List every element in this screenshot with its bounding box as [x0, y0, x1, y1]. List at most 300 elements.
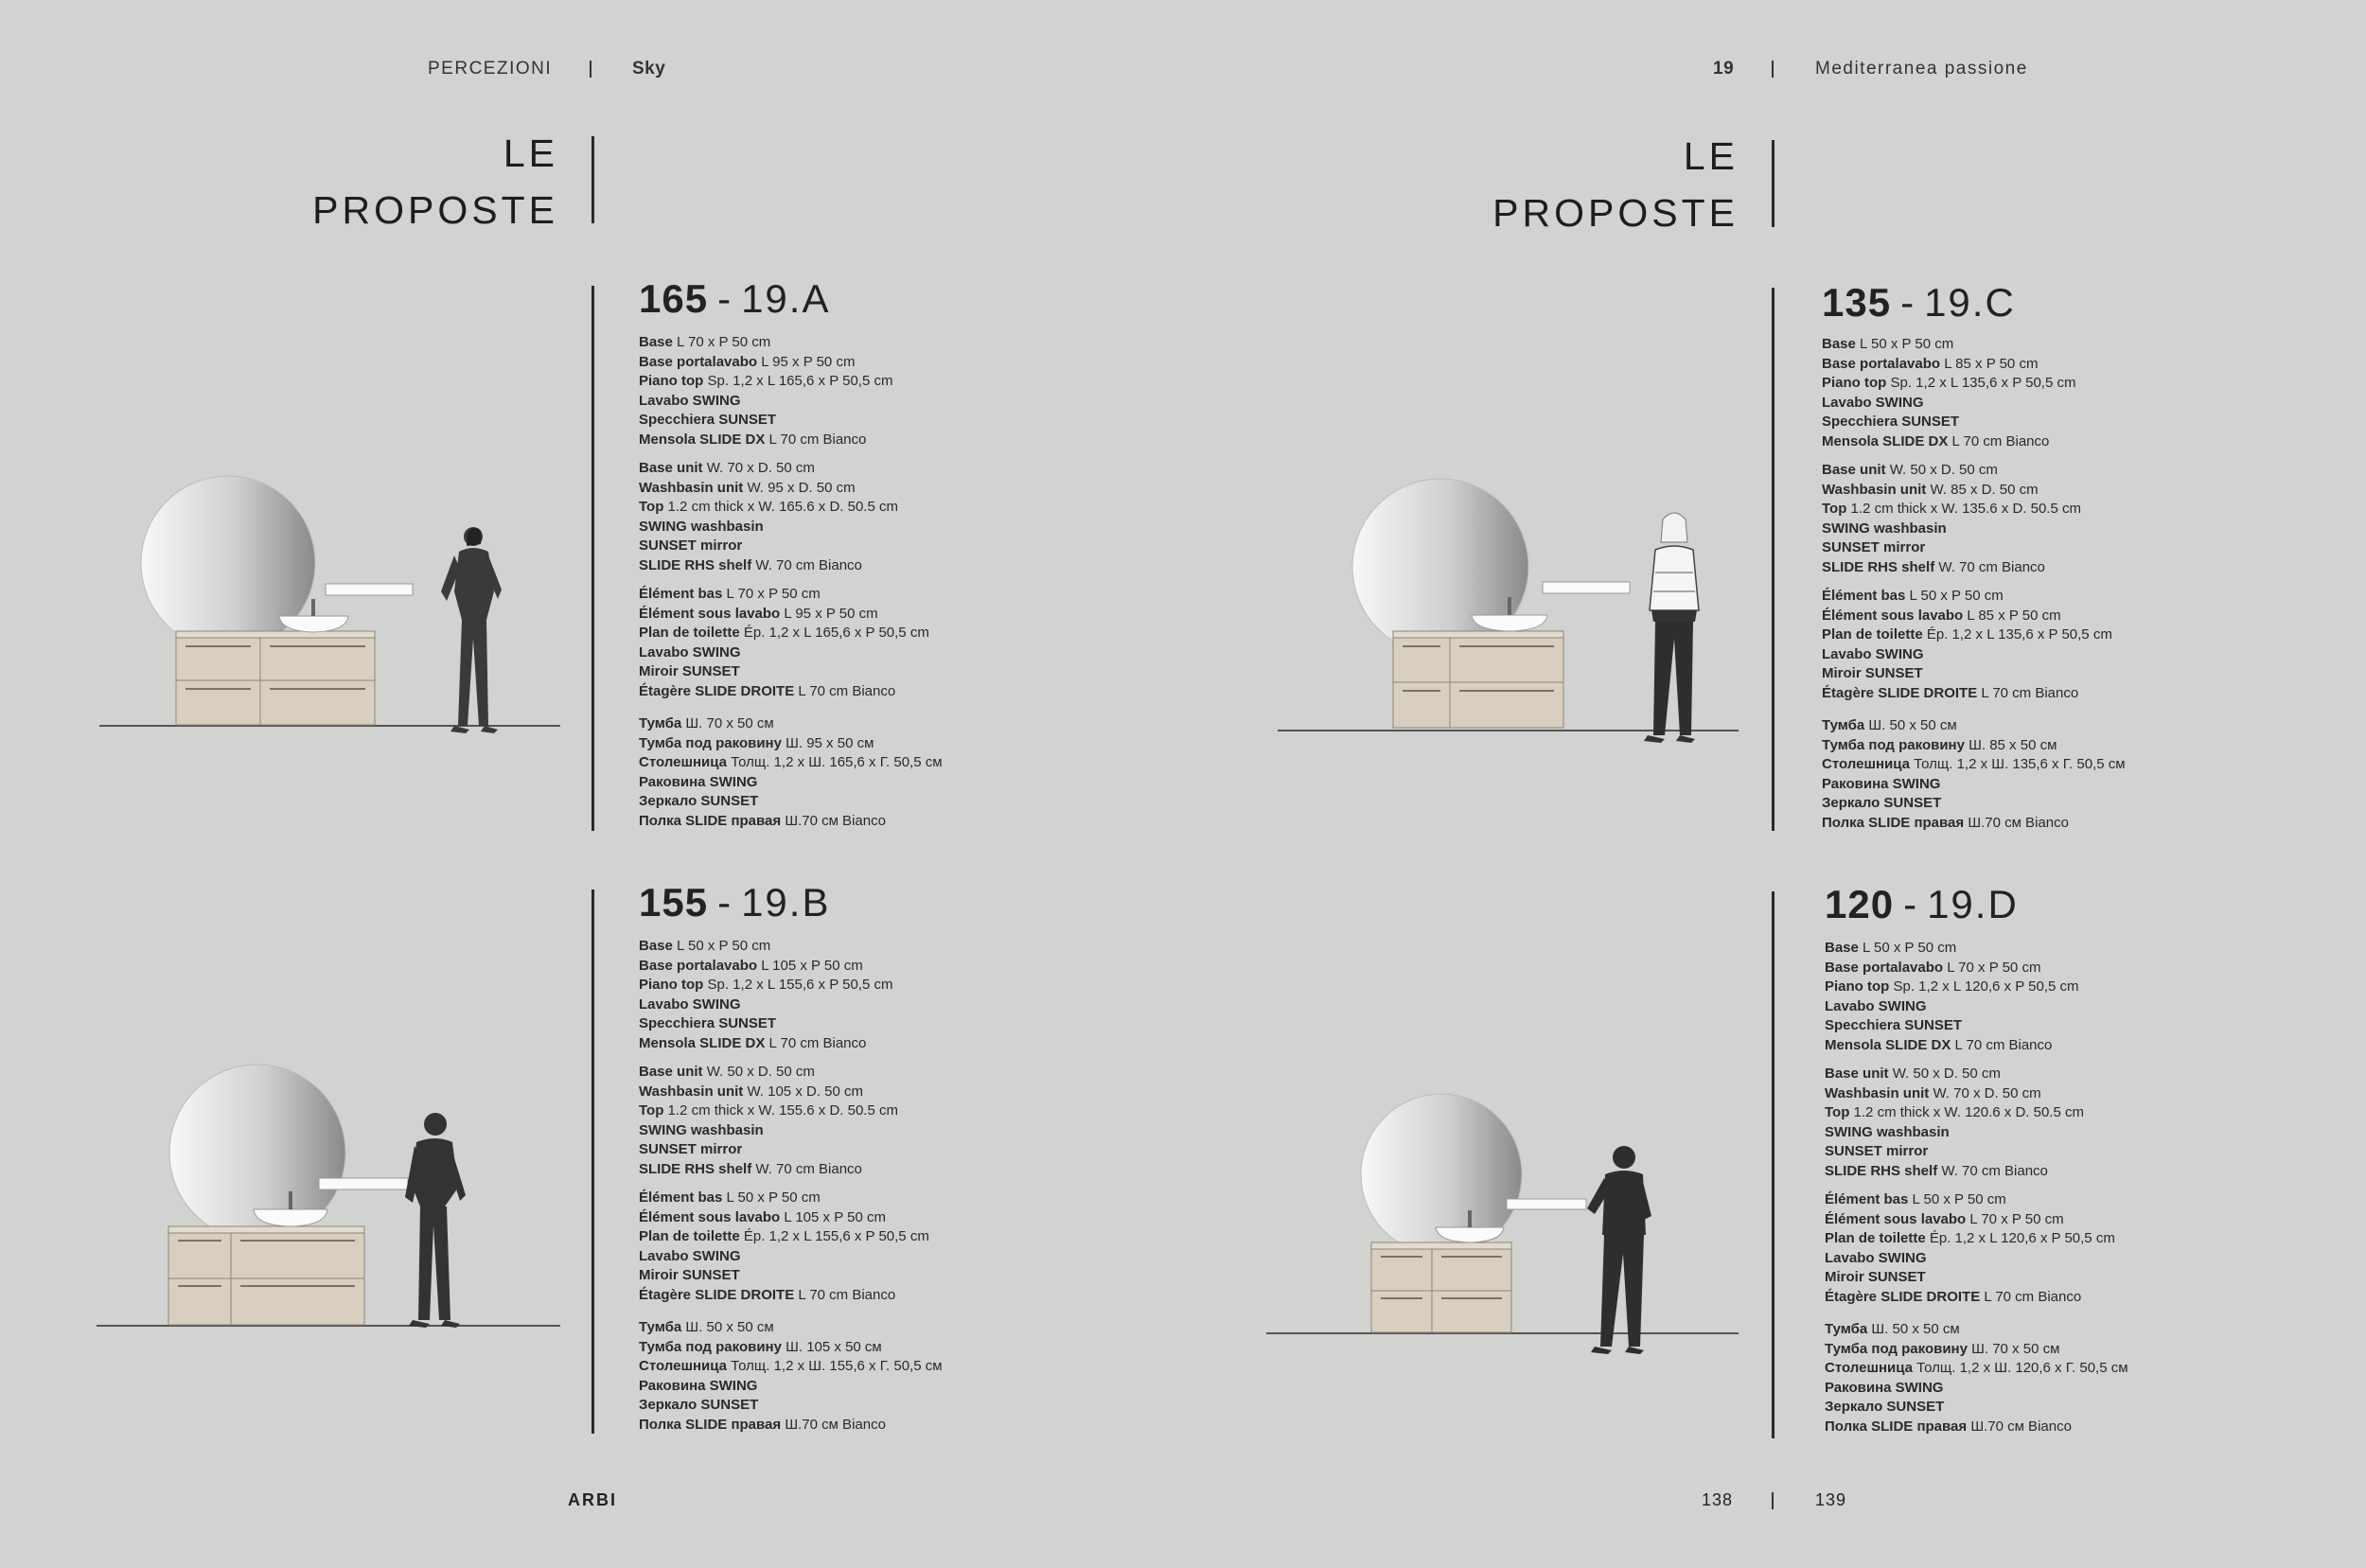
vanity-top	[1393, 631, 1563, 638]
title-line-1: LE	[1683, 134, 1739, 178]
footer-brand: ARBI	[568, 1490, 617, 1509]
spec-label: Base unit	[1825, 1066, 1889, 1082]
spec-group	[639, 1063, 943, 1179]
spec-label: Miroir SUNSET	[639, 1267, 740, 1283]
spec-label: Столешница	[639, 754, 727, 770]
spec-value: L 70 cm Bianco	[1981, 684, 2079, 701]
title-line-2: PROPOSTE	[1492, 191, 1739, 235]
spec-line	[639, 1318, 943, 1338]
spec-group	[639, 714, 943, 831]
spec-line	[639, 682, 943, 702]
spec-value: L 70 cm Bianco	[1954, 1036, 2053, 1053]
page-number-top: 19	[1713, 59, 1735, 79]
spec-label: Miroir SUNSET	[1822, 665, 1923, 681]
spec-line	[639, 957, 943, 977]
proposal-size: 135	[1822, 280, 1892, 325]
spec-list	[1825, 939, 2128, 1436]
vanity-illustration-d	[1263, 1093, 1756, 1377]
spec-line	[1825, 939, 2128, 959]
spec-label: Столешница	[1822, 756, 1910, 772]
spec-label: Étagère SLIDE DROITE	[1822, 684, 1978, 701]
proposal-ref: 19.D	[1927, 882, 2019, 926]
spec-line	[639, 1208, 943, 1228]
spec-group	[1825, 939, 2128, 1055]
proposal-size: 155	[639, 880, 709, 925]
spec-value: W. 70 cm Bianco	[1938, 558, 2045, 575]
spec-line	[1822, 394, 2126, 414]
spec-label: Раковина SWING	[639, 773, 758, 790]
spec-group	[639, 459, 943, 575]
spec-label: Base	[639, 334, 673, 350]
proposal-19d	[1825, 882, 2128, 1446]
spec-value: L 50 x P 50 cm	[1860, 336, 1954, 352]
spec-line	[639, 1357, 943, 1377]
title-line-2: PROPOSTE	[312, 188, 558, 232]
spec-line	[1825, 1379, 2128, 1399]
spec-line	[1825, 1190, 2128, 1210]
header-left	[428, 59, 552, 79]
title-bar-right	[1772, 140, 1774, 227]
spec-label: Washbasin unit	[639, 479, 744, 496]
proposal-bar-b	[592, 890, 594, 1434]
header-separator	[590, 61, 592, 78]
footer-page-right: 139	[1815, 1490, 1847, 1509]
spec-line	[639, 734, 943, 754]
spec-value: L 70 cm Bianco	[1951, 432, 2050, 449]
spec-line	[1825, 978, 2128, 997]
spec-group	[639, 937, 943, 1053]
spec-value: L 50 x P 50 cm	[1912, 1191, 2006, 1207]
spec-label: Specchiera SUNSET	[639, 1015, 777, 1031]
spec-label: SUNSET mirror	[639, 537, 743, 554]
spec-value: L 50 x P 50 cm	[1909, 588, 2004, 604]
page-title-left	[237, 125, 558, 238]
spec-label: Полка SLIDE правая	[639, 1416, 782, 1433]
spec-value: Ép. 1,2 x L 120,6 x P 50,5 cm	[1929, 1230, 2115, 1246]
spec-label: Élément bas	[1822, 588, 1906, 604]
proposal-code: 120 - 19.D	[1825, 882, 2019, 926]
spec-line	[1825, 997, 2128, 1017]
spec-value: W. 50 x D. 50 cm	[1889, 462, 1998, 478]
spec-value: Толщ. 1,2 x Ш. 135,6 x Г. 50,5 см	[1914, 756, 2126, 772]
spec-value: Ш.70 см Bianco	[785, 1416, 886, 1433]
spec-group	[1822, 716, 2126, 833]
spec-line	[1825, 1084, 2128, 1104]
spec-line	[1822, 587, 2126, 607]
spec-value: L 95 x P 50 cm	[784, 605, 878, 622]
spec-label: Miroir SUNSET	[1825, 1269, 1926, 1285]
spec-line	[639, 411, 943, 431]
title-bar-left	[592, 136, 594, 223]
spec-line	[639, 1416, 943, 1436]
spec-label: SLIDE RHS shelf	[639, 556, 752, 573]
spec-label: Base portalavabo	[639, 957, 758, 974]
page-title-right	[1417, 128, 1739, 241]
spec-value: 1.2 cm thick x W. 120.6 x D. 50.5 cm	[1853, 1104, 2084, 1120]
header-separator-right	[1772, 61, 1774, 78]
spec-label: Столешница	[1825, 1360, 1913, 1376]
spec-line	[639, 431, 943, 450]
spec-line	[1822, 558, 2126, 578]
spec-value: W. 95 x D. 50 cm	[747, 479, 856, 496]
spec-label: Base	[1825, 940, 1859, 956]
spec-label: Top	[639, 1102, 664, 1119]
spec-label: Тумба под раковину	[639, 1338, 782, 1355]
spec-group	[639, 333, 943, 449]
spec-label: Тумба	[1825, 1321, 1868, 1337]
spec-group	[639, 585, 943, 701]
spec-value: L 70 x P 50 cm	[677, 334, 771, 350]
spec-line	[1822, 520, 2126, 539]
spec-line	[639, 498, 943, 518]
spec-label: Élément bas	[639, 1189, 723, 1206]
spec-label: Élément sous lavabo	[1822, 607, 1964, 624]
spec-line	[639, 714, 943, 734]
vanity-top	[1371, 1242, 1511, 1249]
spec-line	[1825, 1340, 2128, 1360]
spec-line	[639, 1014, 943, 1034]
spec-line	[639, 1338, 943, 1358]
spec-label: Base portalavabo	[639, 353, 758, 370]
spec-line	[1822, 432, 2126, 452]
spec-line	[1822, 716, 2126, 736]
spec-label: SWING washbasin	[1825, 1123, 1950, 1140]
title-line-1: LE	[503, 132, 558, 175]
spec-line	[1822, 413, 2126, 432]
collection-name-wrap	[632, 59, 665, 79]
spec-value: L 70 cm Bianco	[798, 682, 896, 699]
vanity-top	[176, 631, 375, 638]
spec-label: Полка SLIDE правая	[1822, 814, 1965, 831]
spec-line	[639, 937, 943, 957]
spec-value: Ш. 50 x 50 см	[1871, 1321, 1960, 1337]
washbasin-illustration	[279, 616, 348, 632]
spec-value: L 85 x P 50 cm	[1967, 607, 2061, 624]
spec-group	[639, 1189, 943, 1305]
spec-value: Ш. 70 x 50 см	[1971, 1340, 2060, 1357]
proposal-ref: 19.C	[1924, 280, 2016, 325]
spec-value: Ш. 50 x 50 см	[685, 1319, 774, 1335]
spec-line	[1822, 481, 2126, 501]
spec-line	[639, 1377, 943, 1397]
spec-line	[639, 995, 943, 1015]
spec-value: Ш. 85 x 50 см	[1969, 736, 2057, 753]
footer-page-left: 138	[1702, 1490, 1734, 1509]
spec-label: Столешница	[639, 1358, 727, 1374]
spec-label: Зеркало SUNSET	[639, 793, 759, 809]
spec-value: Ш.70 см Bianco	[785, 812, 886, 829]
collection-name: Sky	[632, 59, 666, 79]
spec-label: Washbasin unit	[1825, 1084, 1930, 1101]
spec-label: Élément bas	[1825, 1191, 1909, 1207]
spec-label: Plan de toilette	[1825, 1230, 1926, 1246]
spec-label: Mensola SLIDE DX	[639, 1034, 766, 1051]
spec-value: L 70 x P 50 cm	[1947, 959, 2041, 976]
spec-line	[1822, 335, 2126, 355]
spec-line	[1822, 374, 2126, 394]
spec-value: L 85 x P 50 cm	[1944, 355, 2039, 372]
proposal-19c	[1822, 280, 2126, 842]
spec-label: Lavabo SWING	[639, 1247, 741, 1264]
spec-label: Plan de toilette	[639, 1228, 740, 1244]
spec-label: Étagère SLIDE DROITE	[1825, 1288, 1981, 1305]
spec-label: Élément sous lavabo	[1825, 1210, 1967, 1227]
spec-value: Ш. 105 x 50 см	[786, 1338, 882, 1355]
section-name: PERCEZIONI	[428, 59, 553, 79]
vanity-cabinet-illustration	[176, 638, 375, 725]
spec-value: Ép. 1,2 x L 135,6 x P 50,5 cm	[1926, 626, 2112, 643]
spec-line	[1825, 1142, 2128, 1162]
spec-list	[639, 937, 943, 1435]
spec-line	[1822, 814, 2126, 834]
spec-label: Élément sous lavabo	[639, 605, 781, 622]
spec-line	[1825, 1016, 2128, 1036]
spec-label: Washbasin unit	[639, 1083, 744, 1100]
spec-group	[1822, 335, 2126, 451]
spec-value: L 95 x P 50 cm	[761, 353, 856, 370]
spec-value: L 50 x P 50 cm	[1863, 940, 1957, 956]
spec-line	[1822, 755, 2126, 775]
spec-label: Полка SLIDE правая	[1825, 1418, 1968, 1435]
spec-label: SLIDE RHS shelf	[1822, 558, 1935, 575]
spec-line	[1825, 1210, 2128, 1230]
proposal-bar-c	[1772, 288, 1774, 831]
spec-value: W. 85 x D. 50 cm	[1930, 481, 2039, 498]
spec-value: L 70 cm Bianco	[768, 1034, 867, 1051]
spec-label: Тумба	[639, 715, 682, 731]
spec-label: Miroir SUNSET	[639, 663, 740, 679]
spec-line	[1825, 1123, 2128, 1143]
spec-value: L 105 x P 50 cm	[761, 957, 863, 974]
proposal-ref: 19.B	[741, 880, 831, 925]
spec-label: Top	[639, 499, 664, 515]
spec-line	[1822, 355, 2126, 375]
spec-line	[1825, 1268, 2128, 1288]
spec-label: Тумба	[1822, 717, 1865, 733]
spec-line	[1822, 500, 2126, 520]
spec-value: L 70 x P 50 cm	[726, 586, 821, 602]
spec-label: Base unit	[639, 460, 703, 476]
spec-value: Ш. 95 x 50 см	[786, 734, 874, 751]
spec-line	[1822, 607, 2126, 626]
spec-line	[1822, 645, 2126, 665]
spec-line	[639, 1160, 943, 1180]
spec-label: Lavabo SWING	[1822, 394, 1924, 411]
spec-line	[639, 1063, 943, 1083]
spec-line	[1825, 959, 2128, 978]
spec-label: Top	[1822, 501, 1847, 517]
spec-label: Lavabo SWING	[639, 392, 741, 409]
proposal-bar-d	[1772, 891, 1774, 1438]
spec-value: Толщ. 1,2 x Ш. 165,6 x Г. 50,5 см	[731, 754, 943, 770]
spec-label: Piano top	[1822, 375, 1887, 391]
spec-value: W. 70 cm Bianco	[1941, 1162, 2048, 1179]
spec-line	[639, 333, 943, 353]
spec-group	[1822, 461, 2126, 577]
vanity-illustration-b	[95, 1065, 568, 1348]
spec-label: Mensola SLIDE DX	[639, 431, 766, 448]
vanity-top	[168, 1226, 364, 1233]
spec-value: W. 70 cm Bianco	[755, 556, 862, 573]
spec-line	[1822, 736, 2126, 756]
spec-line	[639, 773, 943, 793]
vanity-illustration-a	[95, 478, 568, 762]
spec-label: Washbasin unit	[1822, 481, 1927, 498]
spec-line	[1822, 625, 2126, 645]
spec-line	[639, 585, 943, 605]
spec-label: Зеркало SUNSET	[639, 1397, 759, 1413]
spec-value: 1.2 cm thick x W. 165.6 x D. 50.5 cm	[667, 499, 898, 515]
spec-label: SWING washbasin	[639, 518, 764, 535]
spec-label: Раковина SWING	[639, 1377, 758, 1394]
person-figure-illustration	[1644, 513, 1699, 743]
footer-brand-wrap	[568, 1490, 617, 1510]
proposal-19b	[639, 880, 943, 1444]
spec-value: W. 70 cm Bianco	[755, 1160, 862, 1177]
spec-line	[639, 605, 943, 625]
spec-line	[1822, 684, 2126, 704]
spec-line	[639, 1140, 943, 1160]
spec-label: Plan de toilette	[639, 625, 740, 641]
footer-separator	[1772, 1492, 1774, 1509]
shelf-illustration	[1507, 1199, 1586, 1209]
spec-label: Étagère SLIDE DROITE	[639, 1286, 795, 1303]
spec-label: SLIDE RHS shelf	[639, 1160, 752, 1177]
vanity-illustration-c	[1273, 468, 1746, 762]
spec-value: L 50 x P 50 cm	[677, 938, 771, 954]
spec-value: 1.2 cm thick x W. 135.6 x D. 50.5 cm	[1850, 501, 2081, 517]
spec-line	[1825, 1398, 2128, 1418]
spec-value: Ép. 1,2 x L 165,6 x P 50,5 cm	[743, 625, 929, 641]
spec-value: Толщ. 1,2 x Ш. 155,6 x Г. 50,5 см	[731, 1358, 943, 1374]
spec-line	[639, 353, 943, 373]
spec-value: Sp. 1,2 x L 120,6 x P 50,5 cm	[1893, 978, 2079, 995]
spec-label: Base	[639, 938, 673, 954]
spec-value: Ш. 50 x 50 см	[1868, 717, 1957, 733]
spec-label: Lavabo SWING	[1825, 1249, 1927, 1266]
spec-line	[639, 537, 943, 556]
spec-line	[639, 459, 943, 479]
proposal-size: 165	[639, 276, 709, 321]
spec-label: Piano top	[639, 373, 704, 389]
spec-line	[1822, 664, 2126, 684]
spec-line	[639, 518, 943, 537]
spec-label: Élément bas	[639, 586, 723, 602]
spec-value: W. 105 x D. 50 cm	[747, 1083, 863, 1100]
person-figure-illustration	[441, 527, 502, 733]
spec-label: Plan de toilette	[1822, 626, 1923, 643]
header-right-section: Mediterranea passione	[1815, 59, 2028, 79]
spec-label: Тумба	[639, 1319, 682, 1335]
person-figure-illustration	[1587, 1146, 1651, 1354]
spec-group	[1825, 1320, 2128, 1436]
spec-label: Тумба под раковину	[1825, 1340, 1968, 1357]
spec-label: Piano top	[1825, 978, 1890, 995]
spec-value: W. 70 x D. 50 cm	[706, 460, 815, 476]
spec-line	[639, 1247, 943, 1267]
spec-line	[639, 643, 943, 663]
proposal-code: 135 - 19.C	[1822, 280, 2016, 325]
spec-label: Mensola SLIDE DX	[1822, 432, 1949, 449]
spec-label: Base portalavabo	[1825, 959, 1944, 976]
spec-label: SUNSET mirror	[639, 1141, 743, 1157]
spec-line	[1825, 1249, 2128, 1269]
spec-line	[639, 1227, 943, 1247]
spec-line	[1822, 538, 2126, 558]
spec-label: Piano top	[639, 977, 704, 993]
spec-line	[1825, 1359, 2128, 1379]
spec-value: Ш. 70 x 50 см	[685, 715, 774, 731]
spec-line	[639, 1121, 943, 1141]
spec-line	[639, 479, 943, 499]
proposal-code: 155 - 19.B	[639, 880, 831, 925]
spec-label: Specchiera SUNSET	[1822, 414, 1960, 430]
spec-value: W. 50 x D. 50 cm	[706, 1064, 815, 1080]
shelf-illustration	[319, 1178, 408, 1189]
spec-list	[639, 333, 943, 831]
proposal-size: 120	[1825, 882, 1895, 926]
spec-label: Lavabo SWING	[639, 995, 741, 1013]
spec-label: Élément sous lavabo	[639, 1208, 781, 1225]
spec-value: 1.2 cm thick x W. 155.6 x D. 50.5 cm	[667, 1102, 898, 1119]
spec-line	[1825, 1229, 2128, 1249]
spec-label: Lavabo SWING	[639, 643, 741, 661]
spec-value: L 70 cm Bianco	[1984, 1288, 2082, 1305]
spec-value: Sp. 1,2 x L 165,6 x P 50,5 cm	[707, 373, 893, 389]
spec-value: L 105 x P 50 cm	[784, 1208, 886, 1225]
spec-line	[639, 1396, 943, 1416]
page-number-top-wrap	[1713, 59, 1734, 79]
spec-line	[639, 392, 943, 412]
spec-line	[639, 1189, 943, 1208]
spec-value: Ép. 1,2 x L 155,6 x P 50,5 cm	[743, 1228, 929, 1244]
spec-label: Зеркало SUNSET	[1822, 795, 1942, 811]
spec-label: Mensola SLIDE DX	[1825, 1036, 1951, 1053]
spec-line	[639, 1034, 943, 1054]
spec-label: Top	[1825, 1104, 1850, 1120]
spec-label: Specchiera SUNSET	[639, 412, 777, 428]
spec-list	[1822, 335, 2126, 833]
spec-label: SWING washbasin	[639, 1121, 764, 1138]
spec-label: Раковина SWING	[1825, 1379, 1944, 1396]
spec-line	[639, 753, 943, 773]
spec-group	[1825, 1065, 2128, 1181]
spec-value: L 70 cm Bianco	[798, 1286, 896, 1303]
spec-label: SUNSET mirror	[1825, 1143, 1929, 1159]
spec-line	[639, 1101, 943, 1121]
proposal-19a	[639, 276, 943, 840]
spec-line	[639, 1266, 943, 1286]
spec-value: Sp. 1,2 x L 135,6 x P 50,5 cm	[1890, 375, 2076, 391]
spec-value: Ш.70 см Bianco	[1968, 814, 2069, 831]
spec-line	[1825, 1036, 2128, 1056]
spec-label: Base portalavabo	[1822, 355, 1941, 372]
spec-value: L 70 x P 50 cm	[1969, 1210, 2064, 1227]
spec-group	[1825, 1190, 2128, 1307]
proposal-ref: 19.A	[741, 276, 831, 321]
spec-label: Тумба под раковину	[639, 734, 782, 751]
spec-label: Тумба под раковину	[1822, 736, 1965, 753]
spec-value: W. 70 x D. 50 cm	[1933, 1084, 2041, 1101]
spec-value: Толщ. 1,2 x Ш. 120,6 x Г. 50,5 см	[1916, 1360, 2128, 1376]
spec-label: Base unit	[1822, 462, 1886, 478]
spec-line	[639, 624, 943, 643]
spec-label: Base unit	[639, 1064, 703, 1080]
spec-group	[1822, 587, 2126, 703]
spec-line	[1822, 794, 2126, 814]
shelf-illustration	[326, 584, 413, 595]
spec-label: Зеркало SUNSET	[1825, 1399, 1945, 1415]
